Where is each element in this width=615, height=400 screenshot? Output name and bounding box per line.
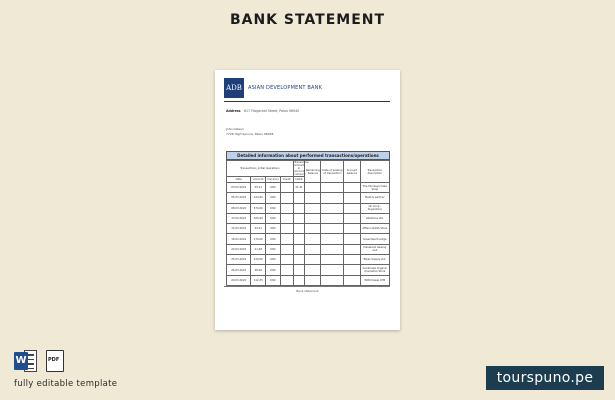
cell-debit — [293, 244, 304, 254]
bank-logo: ADB — [224, 78, 244, 98]
footer-divider — [224, 286, 390, 287]
cell-debit — [293, 265, 304, 275]
cell-description: Albatross Ltd. — [360, 213, 389, 223]
col-date: Date — [227, 177, 251, 183]
cell-posting — [321, 193, 344, 203]
cell-credit — [280, 265, 293, 275]
cell-amount: 38,40 — [251, 265, 266, 275]
cell-debit — [293, 203, 304, 213]
col-debit: Debit — [293, 177, 304, 183]
table-row — [227, 183, 390, 193]
cell-credit — [280, 203, 293, 213]
cell-currency: USD — [266, 183, 281, 193]
document-footer-note: Bank statement — [296, 289, 319, 293]
table-row — [227, 234, 390, 244]
cell-account-balance — [344, 265, 360, 275]
cell-description: Meat & partner — [360, 193, 389, 203]
cell-date: 25.03.2022 — [227, 255, 251, 265]
cell-posting — [321, 265, 344, 275]
cell-currency: USD — [266, 224, 281, 234]
cell-amount: 21,48 — [251, 244, 266, 254]
table-row — [227, 193, 390, 203]
cell-account-balance — [344, 203, 360, 213]
cell-debit — [293, 193, 304, 203]
bank-header — [224, 78, 322, 98]
cell-posting — [321, 234, 344, 244]
cell-currency: USD — [266, 244, 281, 254]
cell-description: Bikes Supply Ltd. — [360, 255, 389, 265]
cell-date: 08.03.2022 — [227, 203, 251, 213]
cell-account-balance — [344, 275, 360, 285]
page-title: BANK STATEMENT — [229, 12, 386, 28]
table-row — [227, 255, 390, 265]
cell-currency: USD — [266, 275, 281, 285]
address-label: Address — [226, 109, 241, 113]
cell-date: 15.03.2022 — [227, 224, 251, 234]
cell-description: The Monkeys Cake Shop — [360, 183, 389, 193]
client-name: John Gibson — [226, 127, 244, 131]
cell-credit — [280, 255, 293, 265]
cell-balance — [305, 203, 321, 213]
col-amount: Amount — [251, 177, 266, 183]
cell-balance — [305, 275, 321, 285]
cell-description: Greenheart Lodge — [360, 234, 389, 244]
tagline: fully editable template — [14, 379, 118, 389]
cell-amount: 165,90 — [251, 213, 266, 223]
cell-debit: 31,41 — [293, 183, 304, 193]
col-group-transactions: Transactions_initial operations — [227, 161, 294, 177]
cell-date: 13.03.2022 — [227, 213, 251, 223]
col-account-balance: Account balance — [344, 161, 360, 183]
table-row — [227, 244, 390, 254]
cell-credit — [280, 213, 293, 223]
cell-balance — [305, 234, 321, 244]
cell-balance — [305, 244, 321, 254]
cell-posting — [321, 224, 344, 234]
cell-currency: USD — [266, 234, 281, 244]
cell-posting — [321, 183, 344, 193]
col-currency: Currency — [267, 178, 279, 181]
col-balance: Remaining balance — [305, 161, 321, 183]
client-address: 7726 High Spruce, Palau 96948 — [226, 131, 274, 136]
cell-currency: USD — [266, 255, 281, 265]
header-divider — [224, 101, 390, 102]
table-row — [227, 224, 390, 234]
cell-posting — [321, 213, 344, 223]
cell-balance — [305, 193, 321, 203]
table-row — [227, 275, 390, 285]
format-icons — [14, 350, 64, 372]
client-block — [226, 127, 273, 136]
col-posting-date: Date of posting of transaction — [321, 161, 344, 183]
cell-amount: 32,41 — [251, 224, 266, 234]
cell-amount: 112,35 — [251, 275, 266, 285]
col-credit: Credit — [280, 177, 293, 183]
cell-currency: USD — [266, 213, 281, 223]
bank-name: ASIAN DEVELOPMENT BANK — [248, 85, 323, 91]
col-description: Transaction description — [360, 161, 389, 183]
cell-amount: 570,00 — [251, 203, 266, 213]
cell-balance — [305, 213, 321, 223]
cell-debit — [293, 224, 304, 234]
cell-balance — [305, 183, 321, 193]
pdf-icon-label: PDF — [48, 357, 60, 363]
cell-date: 20.03.2022 — [227, 244, 251, 254]
cell-amount: 124,00 — [251, 193, 266, 203]
cell-debit — [293, 275, 304, 285]
word-icon-letter: W — [14, 352, 28, 370]
cell-account-balance — [344, 183, 360, 193]
cell-amount: 170,00 — [251, 234, 266, 244]
cell-account-balance — [344, 255, 360, 265]
cell-debit — [293, 234, 304, 244]
brand-badge[interactable]: tourspuno.pe — [486, 366, 604, 390]
table-title: Detailed information about performed transactions/operations — [226, 151, 390, 160]
cell-balance — [305, 255, 321, 265]
col-group-amount: Transaction amount in account currency — [294, 161, 310, 176]
transactions-table — [226, 151, 390, 286]
cell-debit — [293, 213, 304, 223]
cell-account-balance — [344, 224, 360, 234]
cell-credit — [280, 244, 293, 254]
address-value: 617 Fitzgerald Street, Palau 96940 — [244, 109, 300, 113]
cell-account-balance — [344, 244, 360, 254]
cell-account-balance — [344, 213, 360, 223]
cell-posting — [321, 255, 344, 265]
cell-amount: 220,00 — [251, 255, 266, 265]
cell-debit — [293, 255, 304, 265]
cell-credit — [280, 234, 293, 244]
cell-description: Oil Coop - Superstore — [360, 203, 389, 213]
word-icon — [14, 350, 38, 372]
cell-posting — [321, 275, 344, 285]
cell-posting — [321, 244, 344, 254]
cell-date: 05.03.2022 — [227, 193, 251, 203]
cell-date: 26.03.2022 — [227, 265, 251, 275]
table-row — [227, 203, 390, 213]
cell-description: Withdrawal ATM — [360, 275, 389, 285]
cell-account-balance — [344, 234, 360, 244]
cell-currency: USD — [266, 203, 281, 213]
cell-balance — [305, 224, 321, 234]
table-row — [227, 213, 390, 223]
cell-account-balance — [344, 193, 360, 203]
statement-document — [215, 70, 400, 330]
cell-date: 03.03.2022 — [227, 183, 251, 193]
cell-description: GoldCreek Organic Cosmetics Store — [360, 265, 389, 275]
cell-credit — [280, 183, 293, 193]
cell-balance — [305, 265, 321, 275]
cell-date: 18.03.2022 — [227, 234, 251, 244]
table-row — [227, 265, 390, 275]
cell-description: Affairs Outlet Store — [360, 224, 389, 234]
cell-posting — [321, 203, 344, 213]
bank-address — [226, 109, 299, 113]
cell-amount: 35,41 — [251, 183, 266, 193]
cell-credit — [280, 275, 293, 285]
pdf-icon — [46, 350, 64, 372]
cell-credit — [280, 224, 293, 234]
cell-currency: USD — [266, 265, 281, 275]
cell-currency: USD — [266, 193, 281, 203]
cell-date: 29.03.2022 — [227, 275, 251, 285]
cell-credit — [280, 193, 293, 203]
cell-description: Cleveland Sewing and — [360, 244, 389, 254]
